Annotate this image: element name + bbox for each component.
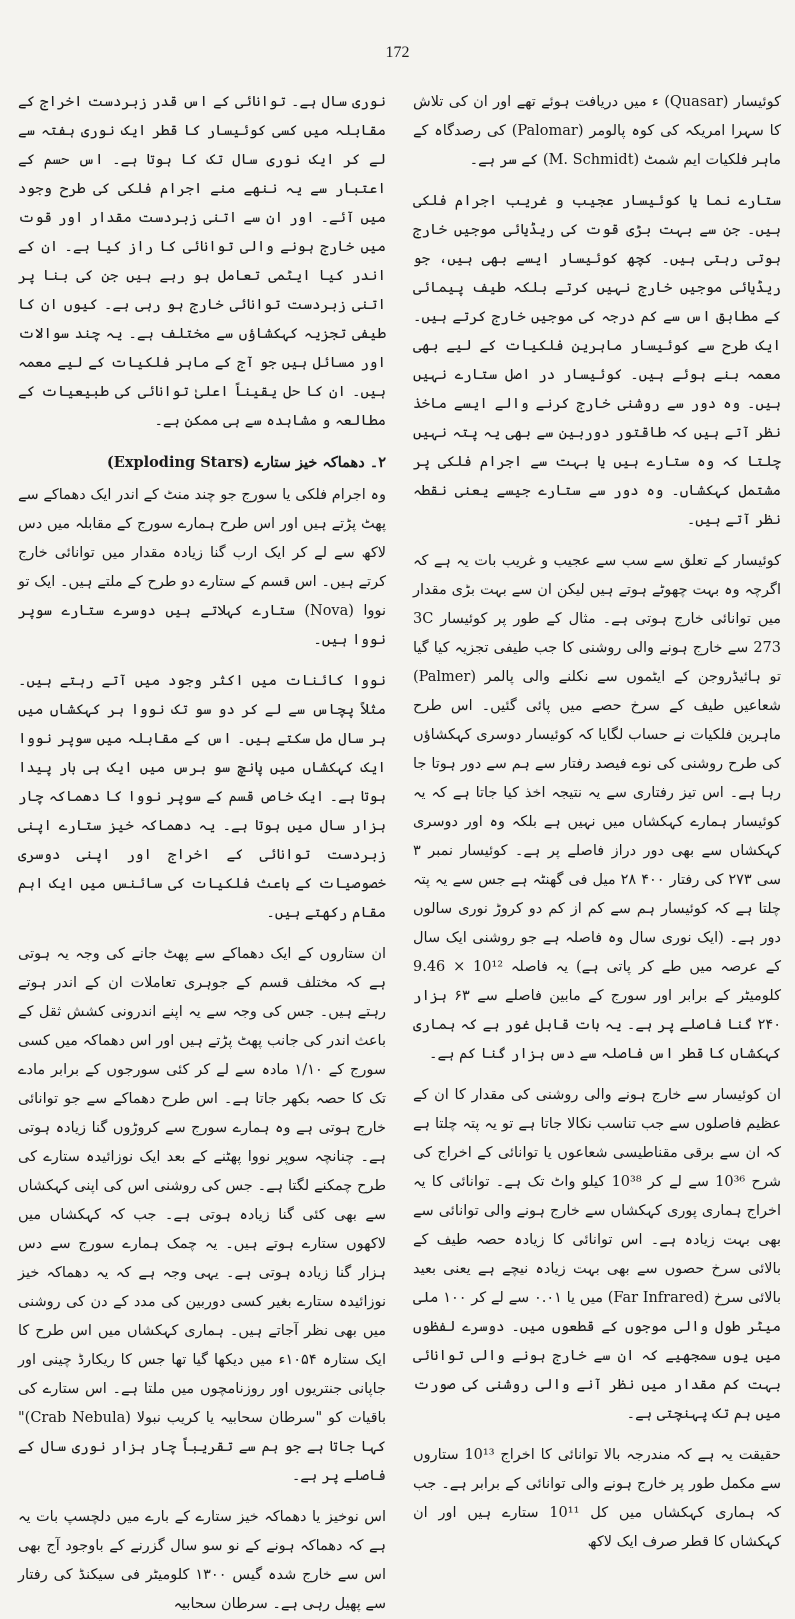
paragraph-exploding-stars-intro: وہ اجرام فلکی یا سورج جو چند منٹ کے اندر ایک دھماکے سے پھٹ پڑتے ہیں اور اس طرح ہمارے سورج کے مقابلہ میں دس لاکھ سے لے کر ایک ارب گنا زیادہ مقدار میں توانائی خارج کرتے ہیں۔ اس قسم کے ستارے دو طرح کے ملتے ہیں۔ ایک تو نووا (Nova) ستارے کہلاتے ہیں دوسرے ستارے سوپر نووا ہیں۔ (18, 487, 386, 648)
paragraph-quasar-discovery: کوئیسار (Quasar) ء میں دریافت ہوئے تھے اور ان کی تلاش کا سہرا امریکہ کی کوہ پالومر (Palomar) کی رصدگاہ کے ماہر فلکیات ایم شمٹ (M. Schmidt) کے سر ہے۔ (413, 94, 781, 168)
paragraph-quasar-energy: کوئیسار کے تعلق سے سب سے عجیب و غریب بات یہ ہے کہ اگرچہ وہ بہت چھوٹے ہوتے ہیں لیکن ان سے بہت بڑی مقدار میں توانائی خارج ہوتی ہے۔ مثال کے طور پر کوئیسار 3C 273 سے خارج ہونے والی روشنی کا جب طیفی تجزیہ کیا گیا تو ہائیڈروجن کے ایٹموں سے نکلنے والی پالمر (Palmer) شعاعیں طیف کے سرخ حصے میں پائی گئیں۔ اس طرح ماہرین فلکیات نے حساب لگایا کہ کوئیسار دوسری کہکشاؤں کی طرح روشنی کی نوے فیصد رفتار سے ہم سے دور ہوتا جا رہا ہے۔ اس تیز رفتاری سے یہ نتیجہ اخذ کیا جاتا ہے کہ یہ کوئیسار ہمارے کہکشاں میں نہیں ہے بلکہ وہ اور دوسری کہکشاں سے بھی دور دراز فاصلے پر ہے۔ کوئیسار نمبر ۳ سی ۲۷۳ کی رفتار ۴۰۰ ۲۸ میل فی گھنٹہ ہے جس سے یہ پتہ چلتا ہے کہ کوئیسار ہم سے کم از کم دو کروڑ نوری سالوں دور ہے۔ (ایک نوری سال وہ فاصلہ ہے جو روشنی ایک سال کے عرصہ میں طے کر پاتی ہے) یہ فاصلہ 10¹² × 9.46 کلومیٹر کے برابر اور سورج کے مابین فاصلے سے ۶۳ ہزار ۲۴۰ گنا فاصلے پر ہے۔ یہ بات قابل غور ہے کہ ہماری کہکشاں کا قطر اس فاصلہ سے دس ہزار گنا کم ہے۔ (413, 553, 782, 1062)
section-heading-exploding-stars: ۲۔ دھماکہ خیز ستارے (Exploding Stars) (106, 454, 386, 471)
left-text-column (18, 88, 387, 1612)
paragraph-supernova-mechanism: ان ستاروں کے ایک دھماکے سے پھٹ جانے کی وجہ یہ ہوتی ہے کہ مختلف قسم کے جوہری تعاملات ان کے اندر ہوتے رہتے ہیں۔ جس کی وجہ سے یہ اپنے اندرونی کشش ثقل کے باعث اندر کی جانب پھٹ پڑتے ہیں اور اس دھماکہ میں کسی سورج کے ۱/۱۰ مادہ سے لے کر کئی سورجوں کے برابر مادے تک کا حصہ بکھر جاتا ہے۔ اس طرح دھماکے سے جو توانائی خارج ہوتی ہے وہ ہمارے سورج سے کروڑوں گنا زیادہ ہوتی ہے۔ چنانچہ سوپر نووا پھٹنے کے بعد ایک نوزائیدہ ستارے کی طرح چمکنے لگتا ہے۔ جس کی روشنی اس کی اپنی کہکشاں سے بھی کئی گنا زیادہ ہوتی ہے۔ جب کہ کہکشاں میں لاکھوں ستارے ہوتے ہیں۔ یہ چمک ہمارے سورج سے دس ہزار گنا زیادہ ہوتی ہے۔ یہی وجہ ہے کہ یہ دھماکہ خیز نوزائیدہ ستارے بغیر کسی دوربین کی مدد کے دن کی روشنی میں بھی نظر آجاتے ہیں۔ ہماری کہکشاں میں اس طرح کا ایک ستارہ ۱۰۵۴ء میں دیکھا گیا تھا جس کا ریکارڈ چینی اور جاپانی جنتریوں اور روزنامچوں میں ملتا ہے۔ اس ستارے کی باقیات کو "سرطان سحابیہ یا کریب نبولا (Crab Nebula)" کہا جاتا ہے جو ہم سے تقریباً چار ہزار نوری سال کے فاصلے پر ہے۔ (18, 946, 386, 1484)
right-text-column (413, 88, 782, 1550)
paragraph-crab-nebula: اس نوخیز یا دھماکہ خیز ستارے کے بارے میں دلچسپ بات یہ ہے کہ دھماکہ ہونے کے نو سو سال گزرنے کے باوجود آج بھی اس سے خارج شدہ گیس ۱۳۰۰ کلومیٹر فی سیکنڈ کی رفتار سے پھیل رہی ہے۔ سرطان سحابیہ (18, 1509, 387, 1612)
paragraph-nova-frequency: نووا کائنات میں اکثر وجود میں آتے رہتے ہیں۔ مثلاً پچاس سے لے کر دو سو تک نووا ہر کہکشاں میں ہر سال مل سکتے ہیں۔ اس کے مقابلہ میں سوپر نووا ایک کہکشاں میں پانچ سو برس میں ایک ہی بار پیدا ہوتا ہے۔ ایک خاص قسم کے سوپر نووا کا دھماکہ چار ہزار سال میں ہوتا ہے۔ یہ دھماکہ خیز ستارے اپنی زبردست توانائی کے اخراج اور اپنی دوسری خصوصیات کے باعث فلکیات کی سائنس میں ایک اہم مقام رکھتے ہیں۔ (18, 673, 386, 921)
paragraph-quasar-diameter: نوری سال ہے۔ توانائی کے اس قدر زبردست اخراج کے مقابلہ میں کسی کوئیسار کا قطر ایک نوری ہفتہ سے لے کر ایک نوری سال تک کا ہوتا ہے۔ اس حسم کے اعتبار سے یہ ننھے منے اجرام فلکی کی طرح وجود میں آئے۔ اور ان سے اتنی زبردست مقدار اور قوت میں خارج ہونے والی توانائی کا راز کیا ہے۔ ان کے اندر کیا ایٹمی تعامل ہو رہے ہیں جن کی بنا پر اتنی زبردست توانائی خارج ہو رہی ہے۔ کیوں ان کا طیفی تجزیہ کہکشاؤں سے مختلف ہے۔ یہ چند سوالات اور مسائل ہیں جو آج کے ماہر فلکیات کے لیے معمہ ہیں۔ ان کا حل یقیناً اعلیٰ توانائی کی طبیعیات کے مطالعہ و مشاہدہ سے ہی ممکن ہے۔ (18, 94, 386, 429)
paragraph-quasar-comparison: حقیقت یہ ہے کہ مندرجہ بالا توانائی کا اخراج 10¹³ ستاروں سے مکمل طور پر خارج ہونے والی توانائی کے برابر ہے۔ جب کہ ہماری کہکشاں میں کل 10¹¹ ستارے ہیں اور ان کہکشاں کا قطر صرف ایک لاکھ (413, 1447, 781, 1550)
page-number: 172 (385, 44, 410, 61)
paragraph-quasar-emission-rate: ان کوئیسار سے خارج ہونے والی روشنی کی مقدار کا ان کے عظیم فاصلوں سے جب تناسب نکالا جاتا ہے تو یہ پتہ چلتا ہے کہ ان سے برقی مقناطیسی شعاعوں یا توانائی کے اخراج کی شرح 10³⁶ سے لے کر 10³⁸ کیلو واٹ تک ہے۔ توانائی کا یہ اخراج ہماری پوری کہکشاں سے خارج ہونے والی توانائی سے بھی بہت زیادہ ہے۔ اس توانائی کا زیادہ حصہ طیف کے بالائی سرخ حصوں سے بھی بہت زیادہ نیچے ہے یعنی بعید بالائی سرخ (Far Infrared) میں یا ۰.۰۱ سے لے کر ۱۰۰ ملی میٹر طول والی موجوں کے قطعوں میں۔ دوسرے لفظوں میں یوں سمجھیے کہ ان سے خارج ہونے والی توانائی بہت کم مقدار میں نظر آنے والی روشنی کی صورت میں ہم تک پہنچتی ہے۔ (413, 1087, 782, 1422)
paragraph-quasar-nature: ستارے نما یا کوئیسار عجیب و غریب اجرام فلکی ہیں۔ جن سے بہت بڑی قوت کی ریڈیائی موجیں خارج ہوتی رہتی ہیں۔ کچھ کوئیسار ایسے بھی ہیں، جو ریڈیائی موجیں خارج نہیں کرتے بلکہ طیف پیمائی کے مطابق اس سے کم درجہ کی موجیں خارج کرتے ہیں۔ ایک طرح سے کوئیسار ماہرین فلکیات کے لیے بھی معمہ بنے ہوئے ہیں۔ کوئیسار در اصل ستارے نہیں ہیں۔ وہ دور سے روشنی خارج کرنے والے ایسے ماخذ نظر آتے ہیں کہ طاقتور دوربین سے بھی یہ پتہ نہیں چلتا کہ وہ ستارے ہیں یا بہت سے اجرام فلکی پر مشتمل کہکشاں۔ وہ دور سے ستارے جیسے یعنی نقطہ نظر آتے ہیں۔ (413, 193, 781, 528)
